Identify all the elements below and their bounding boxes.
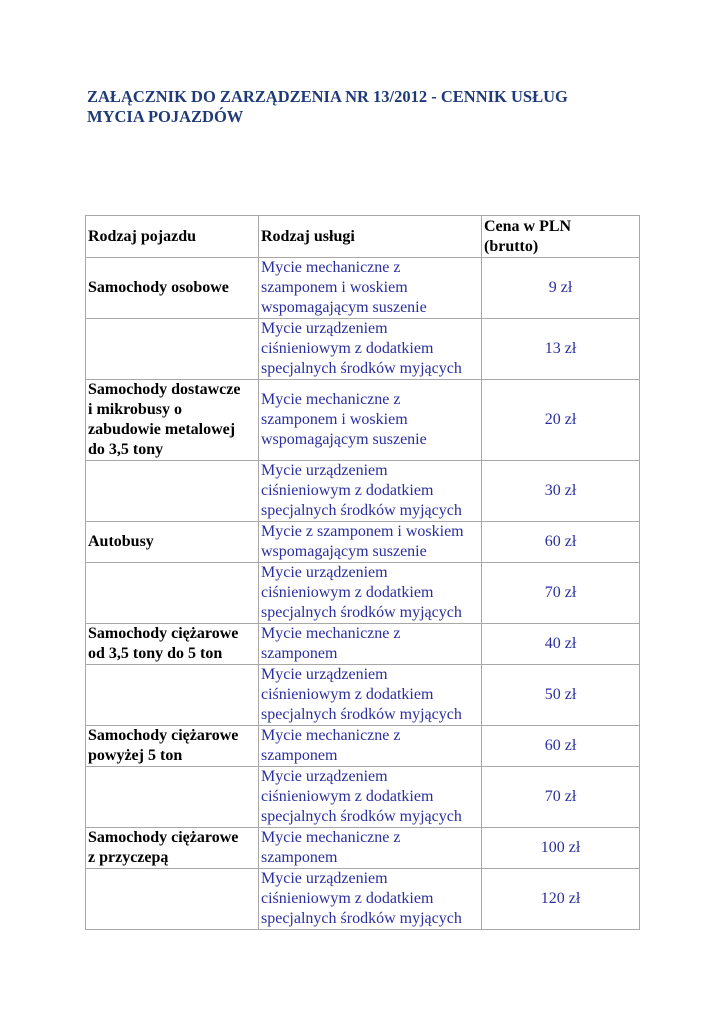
- vehicle-type-text: i mikrobusy o: [88, 401, 182, 418]
- price-cell: [482, 726, 640, 767]
- service-type-text: Mycie mechaniczne z: [261, 391, 401, 408]
- service-type-text: Mycie mechaniczne z: [261, 727, 401, 744]
- service-type-text: wspomagającym suszenie: [261, 543, 427, 560]
- table-row: [86, 563, 640, 624]
- vehicle-type-cell: [86, 563, 259, 624]
- vehicle-type-cell: [86, 258, 259, 319]
- vehicle-type-cell: [86, 319, 259, 380]
- vehicle-type-text: Autobusy: [88, 533, 154, 550]
- service-type-text: ciśnieniowym z dodatkiem: [261, 686, 434, 703]
- price-value: 70 zł: [544, 584, 577, 601]
- table-row: [86, 380, 640, 461]
- price-cell: [482, 461, 640, 522]
- service-type-text: Mycie mechaniczne z: [261, 625, 401, 642]
- page-title: [87, 87, 647, 127]
- price-value: 100 zł: [540, 839, 581, 856]
- service-type-cell: [259, 258, 482, 319]
- price-value: 120 zł: [540, 890, 581, 907]
- table-row: [86, 767, 640, 828]
- service-type-text: wspomagającym suszenie: [261, 299, 427, 316]
- service-type-text: Mycie z szamponem i woskiem: [261, 523, 464, 540]
- table-row: [86, 258, 640, 319]
- page-title-line-2: MYCIA POJAZDÓW: [87, 107, 244, 126]
- service-type-text: ciśnieniowym z dodatkiem: [261, 788, 434, 805]
- service-type-cell: [259, 828, 482, 869]
- service-type-text: specjalnych środków myjących: [261, 360, 462, 377]
- header-price: [482, 216, 640, 258]
- vehicle-type-text: Samochody ciężarowe: [88, 625, 239, 642]
- price-cell: [482, 828, 640, 869]
- price-cell: [482, 380, 640, 461]
- service-type-cell: [259, 767, 482, 828]
- service-type-text: ciśnieniowym z dodatkiem: [261, 584, 434, 601]
- price-list-table: [85, 215, 640, 930]
- service-type-text: ciśnieniowym z dodatkiem: [261, 482, 434, 499]
- service-type-text: szamponem: [261, 849, 338, 866]
- price-value: 9 zł: [548, 279, 573, 296]
- vehicle-type-text: od 3,5 tony do 5 ton: [88, 645, 223, 662]
- service-type-text: Mycie mechaniczne z: [261, 829, 401, 846]
- header-vehicle-type-label: Rodzaj pojazdu: [88, 227, 197, 245]
- vehicle-type-cell: [86, 726, 259, 767]
- service-type-text: specjalnych środków myjących: [261, 808, 462, 825]
- price-cell: [482, 869, 640, 930]
- table-header-row: [86, 216, 640, 258]
- service-type-text: ciśnieniowym z dodatkiem: [261, 890, 434, 907]
- header-vehicle-type: [86, 216, 259, 258]
- service-type-cell: [259, 319, 482, 380]
- service-type-text: specjalnych środków myjących: [261, 604, 462, 621]
- table-body: [86, 258, 640, 930]
- service-type-text: Mycie urządzeniem: [261, 564, 388, 581]
- service-type-text: Mycie urządzeniem: [261, 870, 388, 887]
- service-type-text: specjalnych środków myjących: [261, 706, 462, 723]
- service-type-text: specjalnych środków myjących: [261, 910, 462, 927]
- vehicle-type-cell: [86, 461, 259, 522]
- vehicle-type-cell: [86, 767, 259, 828]
- service-type-cell: [259, 624, 482, 665]
- vehicle-type-text: do 3,5 tony: [88, 441, 164, 458]
- service-type-cell: [259, 461, 482, 522]
- vehicle-type-cell: [86, 624, 259, 665]
- page-title-line-1: ZAŁĄCZNIK DO ZARZĄDZENIA NR 13/2012 - CENNIK USŁUG: [87, 87, 568, 106]
- price-value: 40 zł: [544, 635, 577, 652]
- header-price-label-line-2: (brutto): [484, 237, 539, 255]
- price-value: 70 zł: [544, 788, 577, 805]
- vehicle-type-text: Samochody ciężarowe: [88, 727, 239, 744]
- service-type-cell: [259, 380, 482, 461]
- price-value: 20 zł: [544, 411, 577, 428]
- service-type-text: Mycie urządzeniem: [261, 666, 388, 683]
- service-type-text: Mycie urządzeniem: [261, 768, 388, 785]
- table-row: [86, 828, 640, 869]
- service-type-text: Mycie urządzeniem: [261, 462, 388, 479]
- price-value: 60 zł: [544, 737, 577, 754]
- price-cell: [482, 624, 640, 665]
- vehicle-type-cell: [86, 869, 259, 930]
- table-row: [86, 624, 640, 665]
- table-row: [86, 319, 640, 380]
- vehicle-type-cell: [86, 522, 259, 563]
- service-type-text: Mycie urządzeniem: [261, 320, 388, 337]
- table-row: [86, 665, 640, 726]
- price-value: 13 zł: [544, 340, 577, 357]
- service-type-text: Mycie mechaniczne z: [261, 259, 401, 276]
- service-type-cell: [259, 522, 482, 563]
- service-type-text: szamponem i woskiem: [261, 279, 408, 296]
- vehicle-type-cell: [86, 828, 259, 869]
- price-value: 30 zł: [544, 482, 577, 499]
- service-type-cell: [259, 726, 482, 767]
- price-cell: [482, 563, 640, 624]
- service-type-text: specjalnych środków myjących: [261, 502, 462, 519]
- header-price-label-line-1: Cena w PLN: [484, 217, 572, 235]
- price-cell: [482, 665, 640, 726]
- table-row: [86, 522, 640, 563]
- vehicle-type-cell: [86, 380, 259, 461]
- service-type-text: szamponem: [261, 747, 338, 764]
- service-type-text: szamponem: [261, 645, 338, 662]
- price-cell: [482, 767, 640, 828]
- service-type-cell: [259, 563, 482, 624]
- service-type-text: ciśnieniowym z dodatkiem: [261, 340, 434, 357]
- vehicle-type-text: zabudowie metalowej: [88, 421, 236, 438]
- price-cell: [482, 258, 640, 319]
- price-value: 60 zł: [544, 533, 577, 550]
- vehicle-type-text: Samochody osobowe: [88, 279, 229, 296]
- price-value: 50 zł: [544, 686, 577, 703]
- vehicle-type-text: powyżej 5 ton: [88, 747, 183, 764]
- header-service-type-label: Rodzaj usługi: [261, 227, 355, 245]
- header-service-type: [259, 216, 482, 258]
- vehicle-type-cell: [86, 665, 259, 726]
- service-type-text: szamponem i woskiem: [261, 411, 408, 428]
- service-type-text: wspomagającym suszenie: [261, 431, 427, 448]
- table-row: [86, 461, 640, 522]
- vehicle-type-text: z przyczepą: [88, 849, 169, 866]
- vehicle-type-text: Samochody dostawcze: [88, 381, 241, 398]
- service-type-cell: [259, 869, 482, 930]
- service-type-cell: [259, 665, 482, 726]
- price-cell: [482, 522, 640, 563]
- price-cell: [482, 319, 640, 380]
- table-row: [86, 726, 640, 767]
- vehicle-type-text: Samochody ciężarowe: [88, 829, 239, 846]
- table-row: [86, 869, 640, 930]
